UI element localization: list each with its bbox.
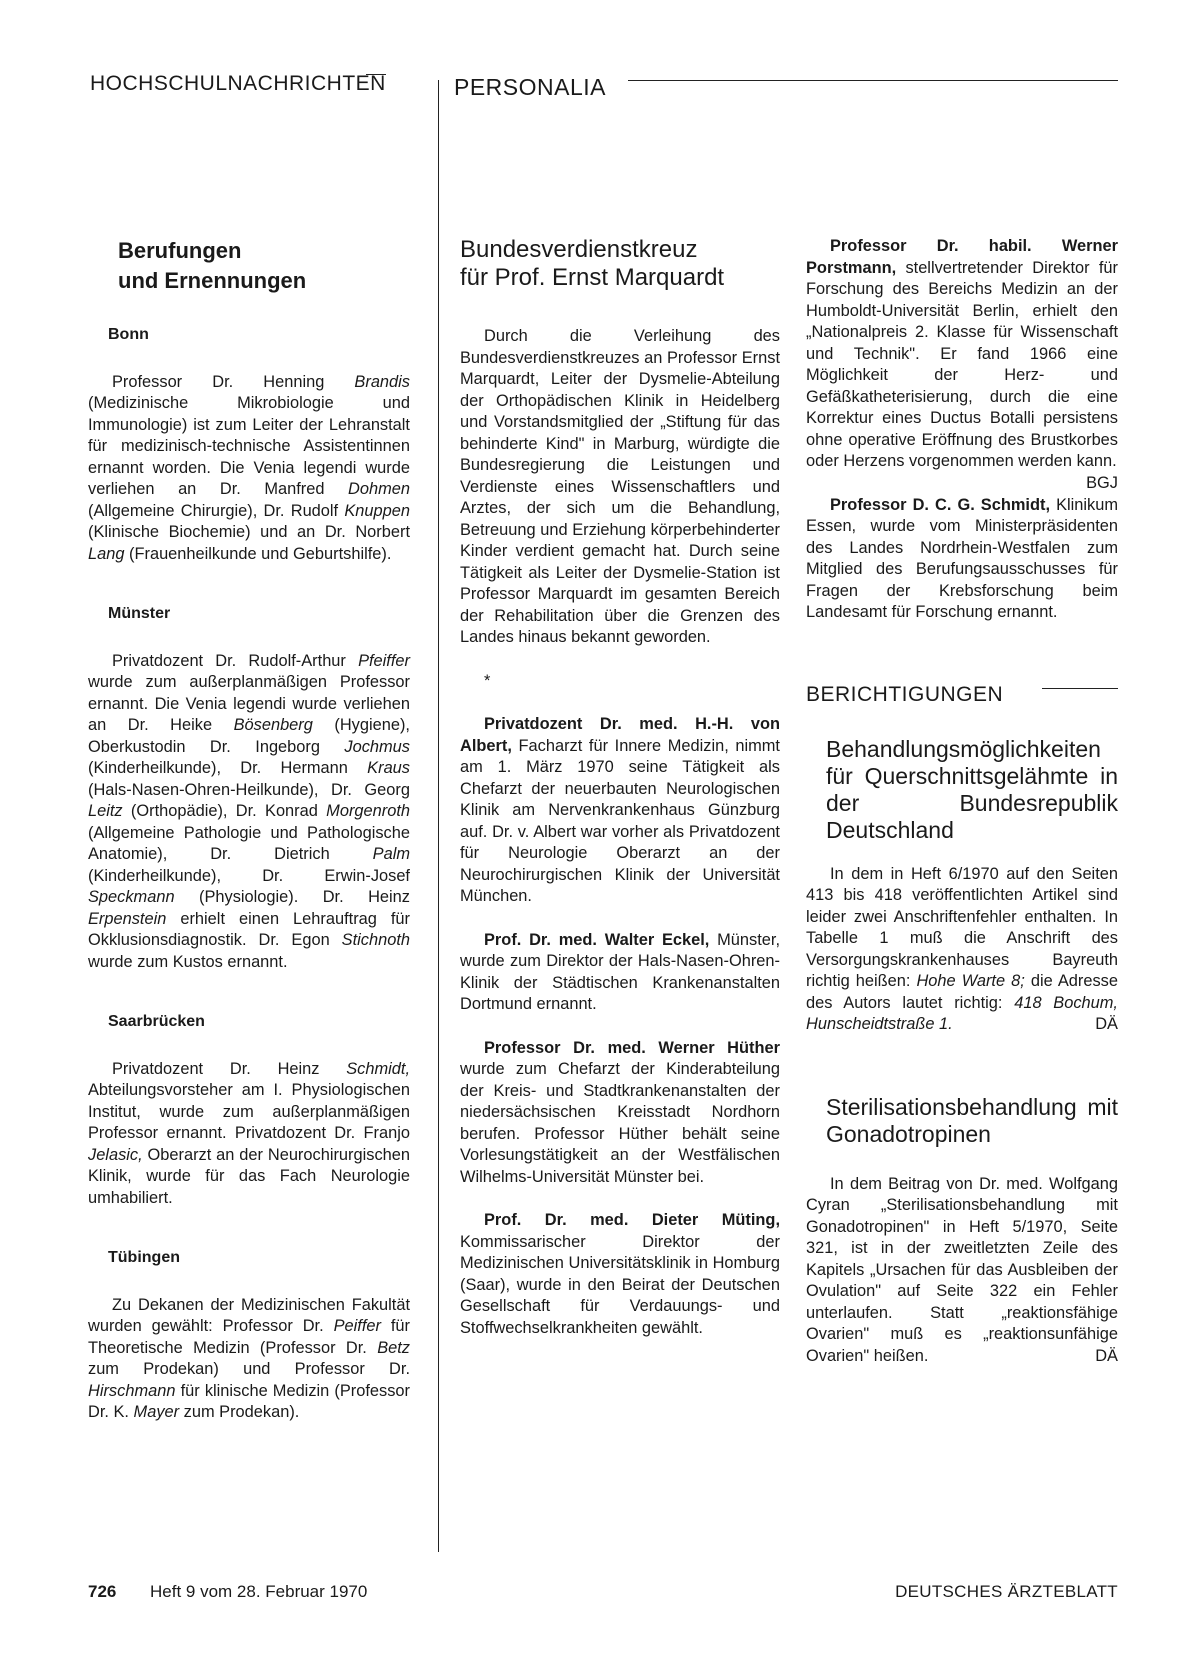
city-heading: Tübingen [108, 1249, 180, 1266]
title-line-2: für Prof. Ernst Marquardt [460, 264, 725, 291]
city-paragraph: Privatdozent Dr. Heinz Schmidt, Abteilungsvorsteher am I. Physiologischen Institut, wurde zum außerplanmäßigen Professor ernannt. Privatdozent Dr. Franjo Jelasic, Oberarzt an der Neurochirurgischen Klinik, wurde für das Fach Neurologie umhabiliert. [88, 1059, 410, 1207]
section-header-right: PERSONALIA [454, 74, 606, 100]
paragraph-porstmann [806, 236, 1118, 492]
header-rule-right [628, 80, 1118, 81]
header-rule-left [366, 74, 386, 75]
column-3 [806, 236, 1118, 1367]
paragraph-mueting: Prof. Dr. med. Dieter Müting, Kommissarischer Direktor der Medizinischen Universitätsklinik in Homburg (Saar), wurde in den Beirat der Deutschen Gesellschaft für Verdauungs- und Stoffwechselkrankheiten gewählt. [460, 1211, 780, 1337]
article-title-text: Berufungen und Ernennungen [118, 238, 307, 293]
city-heading: Bonn [108, 326, 149, 343]
separator-star: * [484, 671, 491, 690]
berichtigungen-header [806, 684, 1118, 710]
section-rule [1042, 688, 1118, 689]
city-sections [88, 324, 410, 1424]
paragraph-marquardt: Durch die Verleihung des Bundesverdienstkreuzes an Professor Ernst Marquardt, Leiter der Dysmelie-Abteilung der Orthopädischen Klinik in Heidelberg und Vorstandsmitglied der „Stiftung für das behinderte Kind" in Marburg, würdigte die Bundesregierung die Leistungen und Verdienste eines Wissenschaftlers und Arztes, der sich um die Behandlung, Betreuung und Erziehung körperbehinderter Kinder verdient gemacht hat. Durch seine Tätigkeit als Leiter der Dysmelie-Station ist Professor Marquardt im gesamten Bereich der Rehabilitation über die Grenzen des Landes hinaus bekannt geworden. [460, 327, 780, 646]
column-2 [460, 236, 780, 1339]
paragraph-sterilisation [806, 1174, 1118, 1368]
journal-name: DEUTSCHES ÄRZTEBLATT [895, 1582, 1118, 1601]
article-title-sterilisation: Sterilisationsbehandlung mit Gonadotropinen [826, 1093, 1118, 1147]
paragraph-albert: Privatdozent Dr. med. H.-H. von Albert, Facharzt für Innere Medizin, nimmt am 1. März 1970 seine Tätigkeit als Chefarzt der neuerbauten Neurologischen Klinik am Nervenkrankenhaus Günzburg auf. Dr. v. Albert war vorher als Privatdozent für Neurologie Oberarzt an der Neurochirurgischen Klinik der Universität München. [460, 715, 780, 905]
column-1 [88, 236, 410, 1424]
paragraph-schmidt: Professor D. C. G. Schmidt, Klinikum Essen, wurde vom Ministerpräsidenten des Landes Nordrhein-Westfalen zum Mitglied des Berufungsausschusses für Fragen der Krebsforschung beim Landesamt für Forschung ernannt. [806, 495, 1119, 621]
city-heading: Saarbrücken [108, 1013, 205, 1030]
querschnitt-text: In dem in Heft 6/1970 auf den Seiten 413 bis 418 veröffentlichten Artikel sind leider zwei Anschriftenfehler enthalten. In Tabelle 1 muß die Anschrift des Versorgungskrankenhauses Bayreuth richtig heißen: Hohe Warte 8; die Adresse des Autors lautet richtig: 418 Bochum, Hunscheidtstraße 1. [806, 864, 1118, 1033]
porstmann-text: Professor Dr. habil. Werner Porstmann, stellvertretender Direktor für Forschung des Bereichs Medizin an der Humboldt-Universität Berlin, erhielt den „Nationalpreis 2. Klasse für Wissenschaft und Technik". Er fand 1966 eine Möglichkeit der Herz- und Gefäßkatheterisierung, durch die eine Korrektur eines Ductus Botalli persistens ohne operative Eröffnung des Brustkorbes oder Herzens vorgenommen werden kann. [806, 237, 1118, 470]
article-title-berufungen [88, 236, 410, 296]
paragraph-eckel: Prof. Dr. med. Walter Eckel, Münster, wurde zum Direktor der Hals-Nasen-Ohren-Klinik der Städtischen Krankenanstalten Dortmund ernannt. [460, 930, 780, 1013]
signature-da-2: DÄ [1095, 1346, 1118, 1365]
article-title-querschnitt: Behandlungsmöglichkeiten für Querschnittsgelähmte in der Bundesrepublik Deutschland [826, 735, 1118, 843]
section-header-left: HOCHSCHULNACHRICHTEN [90, 72, 386, 95]
signature-da-1: DÄ [1095, 1015, 1118, 1033]
signature-bgj: BGJ [1086, 473, 1118, 492]
sterilisation-text: In dem Beitrag von Dr. med. Wolfgang Cyran „Sterilisationsbehandlung mit Gonadotropinen" in Heft 5/1970, Seite 321, ist in der zweitletzten Zeile des Kapitels „Ursachen für das Ausbleiben der Ovulation" auf Seite 322 ein Fehler unterlaufen. Statt „reaktionsfähige Ovarien" muß es „reaktionsunfähige Ovarien" heißen. [806, 1174, 1118, 1365]
article-title-bundesverdienstkreuz [460, 236, 780, 292]
city-heading: Münster [108, 605, 171, 622]
paragraph-querschnitt [806, 864, 1118, 1036]
issue-info: Heft 9 vom 28. Februar 1970 [150, 1582, 368, 1601]
city-paragraph: Zu Dekanen der Medizinischen Fakultät wurden gewählt: Professor Dr. Peiffer für Theoretische Medizin (Professor Dr. Betz zum Prodekan) und Professor Dr. Hirschmann für klinische Medizin (Professor Dr. K. Mayer zum Prodekan). [88, 1295, 411, 1421]
column-divider [438, 80, 439, 1552]
section-title-berichtigungen: BERICHTIGUNGEN [806, 682, 1004, 706]
paragraph-huether: Professor Dr. med. Werner Hüther wurde zum Chefarzt der Kinderabteilung der Kreis- und Stadtkrankenanstalten der niedersächsischen Kreisstadt Nordhorn berufen. Professor Hüther behält seine Vorlesungstätigkeit an der Westfälischen Wilhelms-Universität Münster bei. [460, 1038, 780, 1186]
city-paragraph: Privatdozent Dr. Rudolf-Arthur Pfeiffer wurde zum außerplanmäßigen Professor ernannt. Die Venia legendi wurde verliehen an Dr. Heike Bösenberg (Hygiene), Oberkustodin Dr. Ingeborg Jochmus (Kinderheilkunde), Dr. Hermann Kraus (Hals-Nasen-Ohren-Heilkunde), Dr. Georg Leitz (Orthopädie), Dr. Konrad Morgenroth (Allgemeine Pathologie und Pathologische Anatomie), Dr. Dietrich Palm (Kinderheilkunde), Dr. Erwin-Josef Speckmann (Physiologie). Dr. Heinz Erpenstein erhielt einen Lehrauftrag für Okklusionsdiagnostik. Dr. Egon Stichnoth wurde zum Kustos ernannt. [88, 651, 410, 971]
city-paragraph: Professor Dr. Henning Brandis (Medizinische Mikrobiologie und Immunologie) ist zum Leiter der Lehranstalt für medizinisch-technische Assistentinnen ernannt worden. Die Venia legendi wurde verliehen an Dr. Manfred Dohmen (Allgemeine Chirurgie), Dr. Rudolf Knuppen (Klinische Biochemie) und an Dr. Norbert Lang (Frauenheilkunde und Geburtshilfe). [88, 372, 410, 563]
page-number: 726 [88, 1582, 117, 1601]
title-line-1: Bundesverdienstkreuz [460, 236, 698, 263]
